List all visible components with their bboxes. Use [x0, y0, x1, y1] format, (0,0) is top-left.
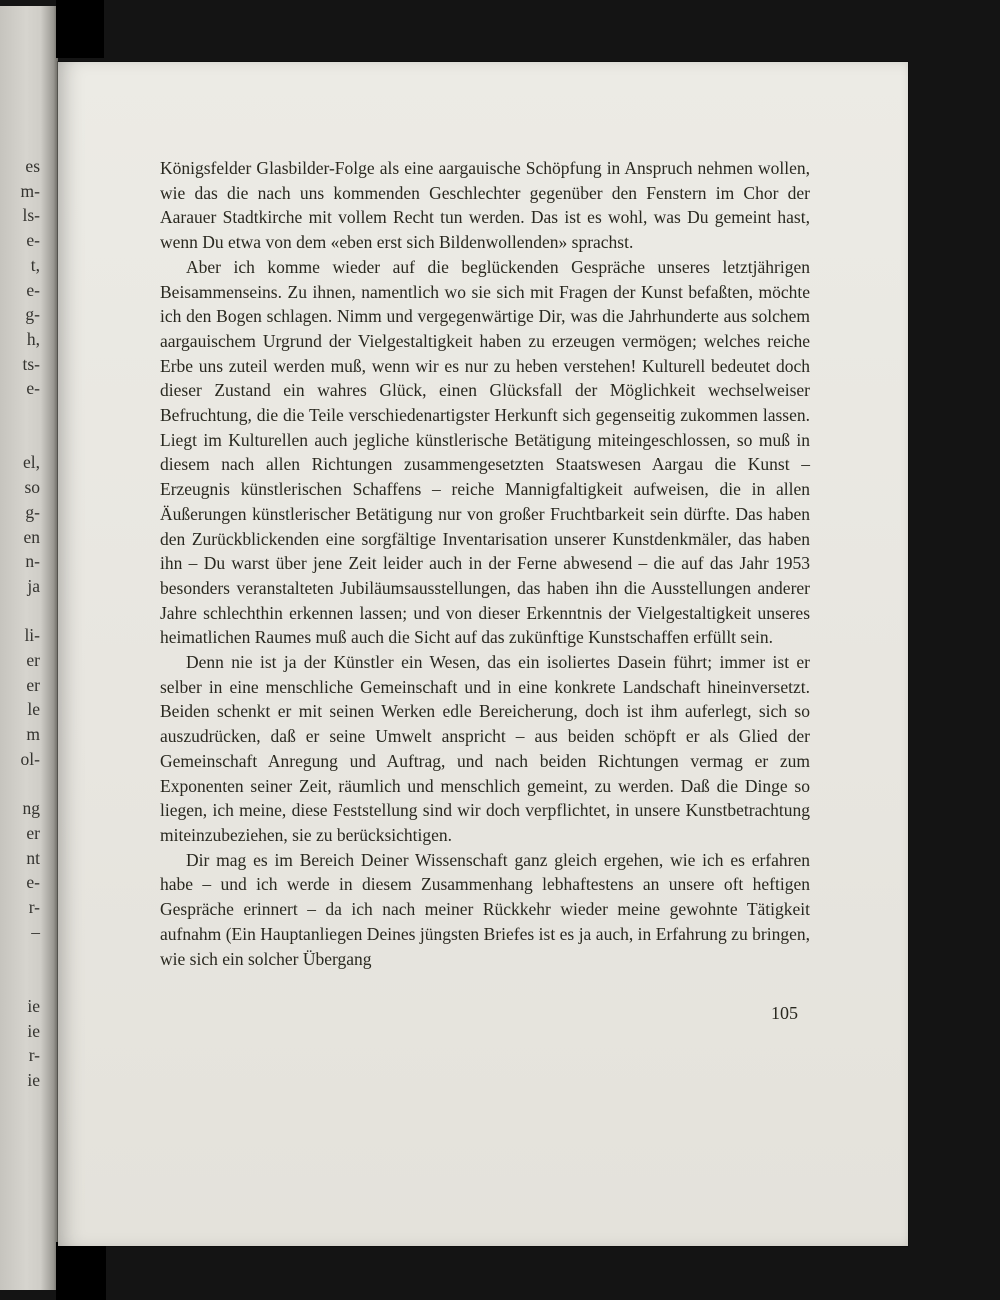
text-fragment: ja [27, 575, 40, 596]
text-fragment: ol- [20, 748, 40, 769]
text-fragment: m [26, 724, 40, 745]
text-fragment: e- [26, 279, 40, 300]
text-fragment: en [23, 526, 40, 547]
text-fragment [21, 599, 40, 624]
paragraph-3: Denn nie ist ja der Künstler ein Wesen, das ein isoliertes Dasein führt; immer ist er selber in eine menschliche Gemeinschaft und in eine konkrete Landschaft hineinversetzt. Beiden schenkt er mit seinen Werken edle Bereicherung, doch ist ihm auferlegt, sich so auszudrücken, daß er seine Umwelt anspricht – aus beiden schöpft er als Glied der Gemeinschaft Anregung und Auftrag, und nach beiden Richtungen vermag er zum Exponenten seiner Zeit, räumlich und menschlich gemeint, zu werden. Daß die Dinge so liegen, ich meine, diese Feststellung sind wir doch verpflichtet, in unsere Kunstbetrachtung miteinzubeziehen, sie zu berücksichtigen. [160, 652, 810, 845]
paragraph-4: Dir mag es im Bereich Deiner Wissenschaft ganz gleich ergehen, wie ich es erfahren habe – und ich werde in diesem Zusammenhang lebhaftestens an unsere oft heftigen Gespräche erinnert – da ich nach meiner Rückkehr wieder meine gewohnte Tätigkeit aufnahm (Ein Hauptanliegen Deines jüngsten Briefes ist es ja auch, in Erfahrung zu bringen, wie sich ein solcher Übergang [160, 849, 810, 969]
text-fragment [21, 426, 40, 451]
text-fragment: e- [26, 378, 40, 399]
text-fragment: r- [28, 897, 40, 918]
text-fragment: ie [27, 1020, 40, 1041]
text-fragment: nt [26, 847, 40, 868]
text-fragment: ie [27, 995, 40, 1016]
text-fragment: es [25, 156, 40, 176]
previous-page-edge [0, 6, 58, 1290]
page-text-block [160, 156, 810, 1026]
text-fragment: le [27, 699, 40, 720]
page-number: 105 [771, 1003, 798, 1024]
text-fragment: el, [22, 452, 40, 473]
text-fragment: t, [30, 254, 40, 275]
text-fragment: ls- [22, 205, 40, 226]
text-fragment: h, [26, 328, 40, 349]
text-fragment [21, 969, 40, 994]
text-fragment: m- [20, 180, 40, 201]
book-page [58, 62, 908, 1246]
book-cover-corner-bottom [56, 1242, 106, 1300]
text-fragment [21, 945, 40, 970]
text-fragment: ts- [22, 353, 40, 374]
text-fragment: g- [25, 304, 40, 325]
text-fragment: – [31, 921, 40, 942]
text-fragment: er [26, 650, 40, 671]
previous-page-text-fragments [21, 154, 40, 1093]
text-fragment: li- [24, 625, 40, 646]
text-fragment: e- [26, 872, 40, 893]
text-fragment: ng [22, 798, 40, 819]
text-fragment: r- [28, 1045, 40, 1066]
text-fragment: er [26, 822, 40, 843]
text-fragment: g- [25, 501, 40, 522]
text-fragment [21, 401, 40, 426]
paragraph-1: Königsfelder Glasbilder-Folge als eine aargauische Schöpfung in Anspruch nehmen wollen, wie das die nach uns kommenden Geschlechter gegenüber den Fenstern im Chor der Aarauer Stadtkirche mit vollem Recht tun werden. Das ist es wohl, was Du gemeint hast, wenn Du etwa von dem «eben erst sich Bildenwollenden» sprachst. [160, 158, 810, 253]
book-cover-corner-top [56, 0, 104, 58]
text-fragment: e- [26, 230, 40, 251]
paragraph-2: Aber ich komme wieder auf die beglückenden Gespräche unseres letztjährigen Beisammenseins. Zu ihnen, namentlich wo sie sich mit Fragen der Kunst befaßten, möchte ich den Bogen schlagen. Nimm und vergegenwärtige Dir, was die Jahrhunderte aus solchem aargauischem Urgrund der Vielgestaltigkeit haben zu erzeugen vermögen; welches reiche Erbe uns zuteil werden muß, wenn wir es nur zu heben verstehen! Kulturell bedeutet doch dieser Zustand ein wahres Glück, einen Glücksfall der Möglichkeit wechselweiser Befruchtung, die die Teile verschiedenartigster Herkunft sich gegenseitig zukommen lassen. Liegt im Kulturellen auch jegliche künstlerische Betätigung miteingeschlossen, so muß in diesem nach allen Richtungen zusammengesetzten Staatswesen Aargau die Kunst – Erzeugnis künstlerischen Schaffens – reiche Mannigfaltigkeit aufweisen, die in allen Äußerungen künstlerischer Betätigung nur von großer Fruchtbarkeit sein dürfte. Das haben den Zurückblickenden eine sorgfältige Inventarisation unserer Kunstdenkmäler, das haben ihn – Du warst über jene Zeit leider auch in der Ferne abwesend – die auf das Jahr 1953 besonders veranstalteten Jubiläumsausstellungen, das haben ihn die Ausstellungen anderer Jahre schlechthin erkennen lassen; und von dieser Erkenntnis der Vielgestaltigkeit unseres heimatlichen Raumes muß auch die Sicht auf das zukünftige Kunstschaffen erfüllt sein. [160, 256, 810, 648]
text-fragment [21, 772, 40, 797]
text-fragment: er [26, 674, 40, 695]
text-fragment: n- [25, 551, 40, 572]
text-fragment: ie [27, 1070, 40, 1091]
text-fragment: so [24, 477, 40, 498]
